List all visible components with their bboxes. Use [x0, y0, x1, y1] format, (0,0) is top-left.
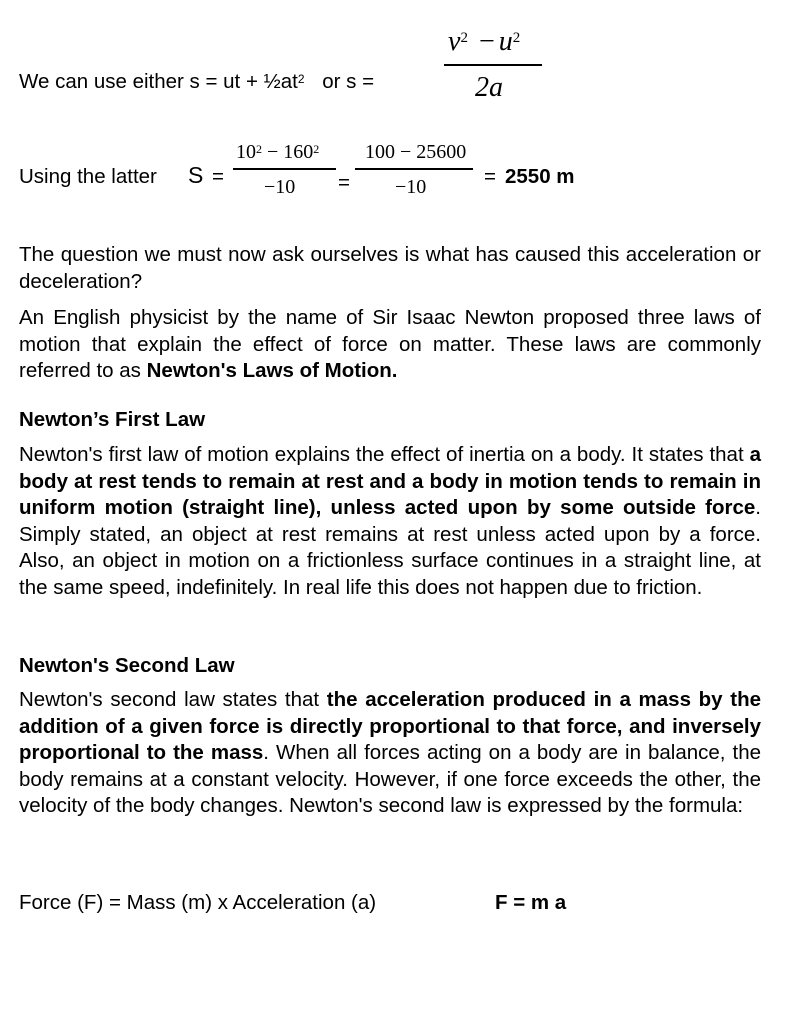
equation-1-numerator [448, 26, 520, 58]
equation-1-prefix: We can use either s = ut + ½at [19, 70, 298, 93]
second-law-text-1: Newton's second law states that [19, 688, 327, 711]
equation-2-equals-1: = [212, 165, 224, 188]
numerator-v-exponent: 2 [460, 30, 468, 46]
newton-intro-bold: Newton's Laws of Motion. [146, 359, 398, 382]
fraction-1-num-a-exp: 2 [256, 142, 262, 156]
paragraph-newton-intro [19, 305, 761, 385]
fraction-1-bar [233, 168, 336, 170]
formula-short: F = m a [495, 891, 567, 914]
newton-intro-text: An English physicist by the name of Sir Isaac Newton proposed three laws of motion that explain the effect of force on matter. These laws are commonly referred to as [19, 306, 761, 382]
fraction-1-num-a: 10 [236, 141, 256, 163]
second-law-text-2: . When all forces acting on a body are in balance, the body remains at a constant velocity. However, if one force exceeds the other, the velocity of the body changes. Newton's second law is expressed by the formula: [19, 741, 762, 817]
equation-2-equals-3: = [484, 165, 496, 188]
paragraph-first-law [19, 442, 761, 601]
fraction-1-numerator [236, 140, 319, 164]
equation-2-s: S [188, 162, 204, 188]
fraction-2-bar [355, 168, 473, 170]
fraction-2-denominator: −10 [395, 176, 427, 198]
equation-2-equals-2: = [338, 171, 350, 194]
paragraph-second-law [19, 687, 761, 820]
second-law-bold: the acceleration produced in a mass by the addition of a given force is directly proportional to that force, and inversely proportional to the mass [19, 688, 761, 764]
heading-second-law: Newton's Second Law [19, 654, 235, 677]
equation-1-denominator: 2a [475, 72, 503, 103]
equation-1-fraction-bar [444, 64, 542, 66]
first-law-text-1: Newton's first law of motion explains the effect of inertia on a body. It states that [19, 443, 750, 466]
first-law-bold: a body at rest tends to remain at rest and a body in motion tends to remain in uniform motion (straight line), unless acted upon by some outside force [19, 443, 761, 519]
first-law-text-2: . Simply stated, an object at rest remains at rest unless acted upon by a force. Also, an object in motion on a frictionless surface continues in a straight line, at the same speed, indefinitely. In real life this does not happen due to friction. [19, 496, 761, 599]
equation-1-exponent: 2 [297, 72, 305, 86]
numerator-u-exponent: 2 [512, 30, 521, 46]
heading-first-law: Newton’s First Law [19, 408, 206, 431]
fraction-1-denominator: −10 [264, 176, 296, 198]
fraction-1-num-b-exp: 2 [313, 142, 320, 156]
paragraph-acceleration-question: The question we must now ask ourselves is what has caused this acceleration or deceleration? [19, 243, 761, 293]
numerator-u: u [498, 26, 513, 57]
equation-2-prefix: Using the latter [19, 165, 157, 188]
numerator-minus: − [478, 26, 495, 57]
numerator-v: v [448, 26, 461, 57]
fraction-1-num-b: − 160 [262, 141, 314, 163]
fraction-2-numerator: 100 − 25600 [365, 141, 467, 163]
equation-2-result: 2550 m [505, 165, 575, 188]
formula-description: Force (F) = Mass (m) x Acceleration (a) [19, 891, 377, 914]
equation-1-line [19, 69, 374, 95]
equation-1-or: or s = [322, 70, 375, 93]
